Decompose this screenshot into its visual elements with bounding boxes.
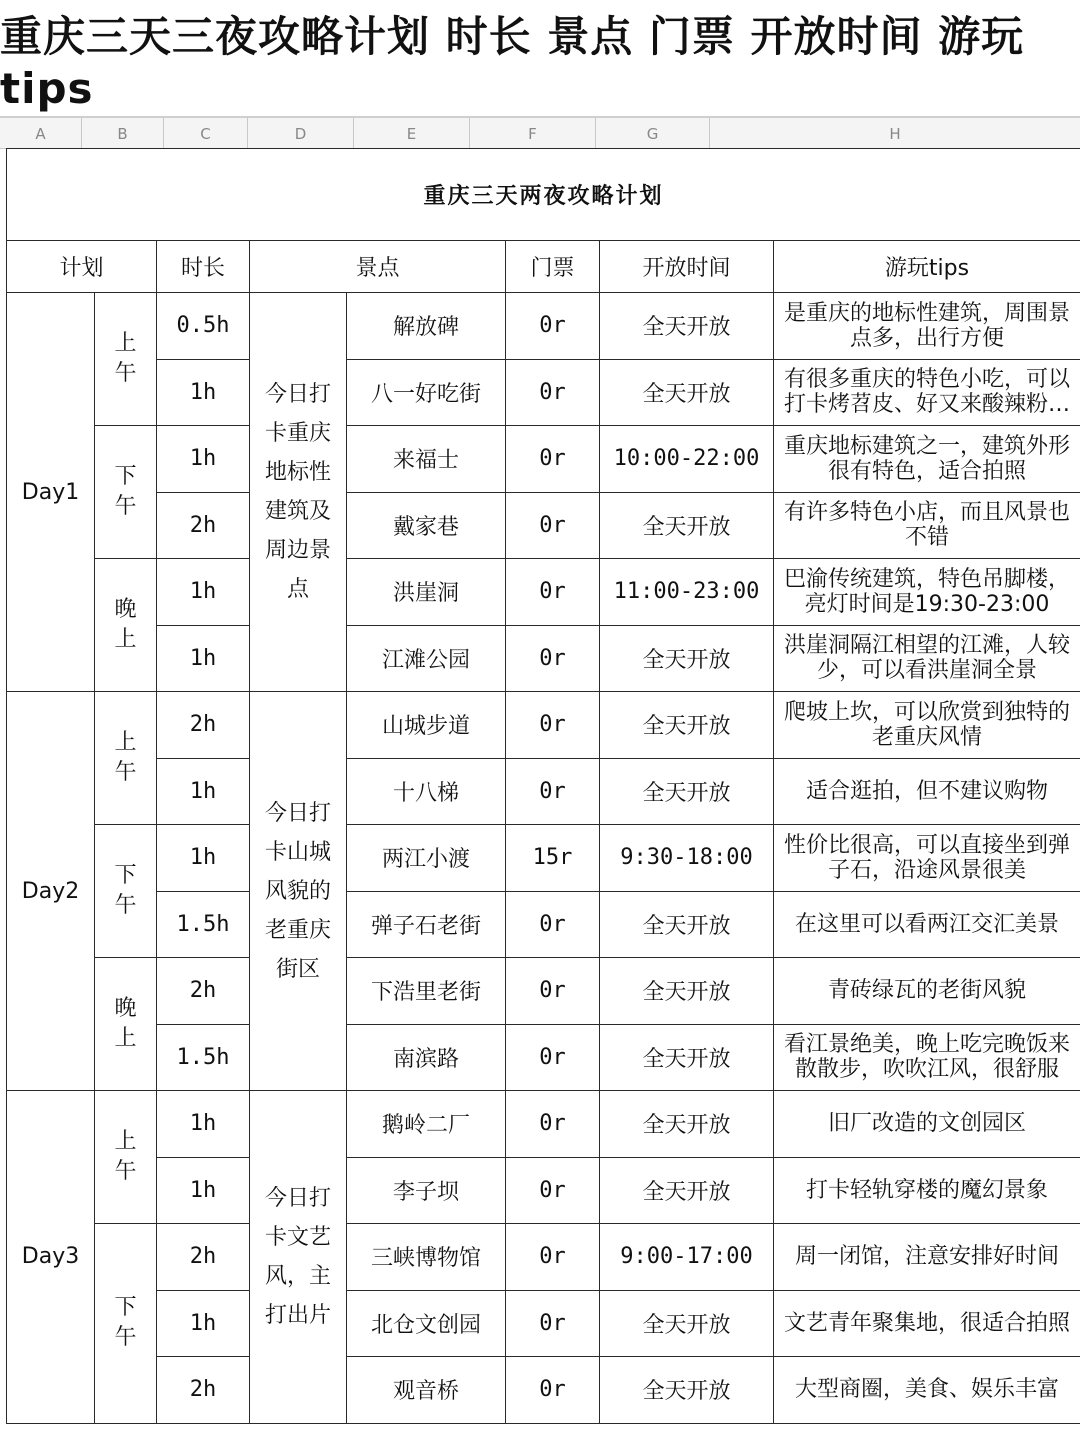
ticket-cell: 0r	[506, 1091, 600, 1158]
tips-cell: 巴渝传统建筑，特色吊脚楼，亮灯时间是19:30-23:00	[774, 559, 1080, 626]
period-label-text: 上午	[114, 730, 137, 785]
spot-cell: 北仓文创园	[347, 1290, 506, 1357]
table-row	[7, 1224, 1080, 1291]
header-spot: 景点	[250, 241, 506, 293]
day-theme-text: 今日打卡文艺风，主打出片	[264, 1185, 331, 1328]
duration-cell: 1h	[157, 758, 250, 825]
day-label: Day3	[7, 1091, 95, 1424]
duration-cell: 2h	[157, 692, 250, 759]
period-label	[95, 293, 157, 426]
duration-cell: 0.5h	[157, 293, 250, 360]
page-bottom	[0, 1430, 1080, 1440]
hours-cell: 全天开放	[600, 492, 774, 559]
spot-cell: 八一好吃街	[347, 359, 506, 426]
spot-cell: 李子坝	[347, 1157, 506, 1224]
duration-cell: 1h	[157, 559, 250, 626]
column-letter-b[interactable]: B	[82, 118, 164, 148]
hours-cell: 全天开放	[600, 891, 774, 958]
column-letter-a[interactable]: A	[0, 118, 82, 148]
day-theme-text: 今日打卡重庆地标性建筑及周边景点	[264, 382, 331, 602]
duration-cell: 1h	[157, 426, 250, 493]
period-label-text: 晚上	[114, 597, 137, 652]
tips-cell: 青砖绿瓦的老街风貌	[774, 958, 1080, 1025]
ticket-cell: 0r	[506, 625, 600, 692]
hours-cell: 9:30-18:00	[600, 825, 774, 892]
spot-cell: 南滨路	[347, 1024, 506, 1091]
column-letter-g[interactable]: G	[596, 118, 710, 148]
spot-cell: 洪崖洞	[347, 559, 506, 626]
period-label-text: 下午	[114, 863, 137, 918]
period-label-text: 上午	[114, 331, 137, 386]
ticket-cell: 0r	[506, 1290, 600, 1357]
ticket-cell: 15r	[506, 825, 600, 892]
column-letter-h[interactable]: H	[889, 125, 901, 143]
tips-cell: 旧厂改造的文创园区	[774, 1091, 1080, 1158]
hours-cell: 9:00-17:00	[600, 1224, 774, 1291]
day-label: Day2	[7, 692, 95, 1091]
header-plan: 计划	[7, 241, 157, 293]
spot-cell: 十八梯	[347, 758, 506, 825]
header-tips: 游玩tips	[774, 241, 1080, 293]
spot-cell: 下浩里老街	[347, 958, 506, 1025]
header-duration: 时长	[157, 241, 250, 293]
spot-cell: 来福士	[347, 426, 506, 493]
hours-cell: 10:00-22:00	[600, 426, 774, 493]
spot-cell: 江滩公园	[347, 625, 506, 692]
header-row	[7, 241, 1080, 293]
spot-cell: 观音桥	[347, 1357, 506, 1424]
table-row	[7, 692, 1080, 759]
column-letter-c[interactable]: C	[164, 118, 248, 148]
period-label	[95, 825, 157, 958]
table-row	[7, 1157, 1080, 1224]
ticket-cell: 0r	[506, 426, 600, 493]
table-row	[7, 891, 1080, 958]
column-letter-d[interactable]: D	[248, 118, 354, 148]
column-letter-f[interactable]: F	[470, 118, 596, 148]
ticket-cell: 0r	[506, 492, 600, 559]
period-label-text: 下午	[114, 1295, 137, 1351]
column-letter-e[interactable]: E	[354, 118, 470, 148]
itinerary-table	[6, 148, 1080, 1424]
ticket-cell: 0r	[506, 1357, 600, 1424]
table-row	[7, 1024, 1080, 1091]
spot-cell: 三峡博物馆	[347, 1224, 506, 1291]
duration-cell: 1h	[157, 1157, 250, 1224]
hours-cell: 全天开放	[600, 958, 774, 1025]
hours-cell: 全天开放	[600, 1024, 774, 1091]
duration-cell: 1.5h	[157, 1024, 250, 1091]
tips-cell: 文艺青年聚集地，很适合拍照	[774, 1290, 1080, 1357]
table-row	[7, 1091, 1080, 1158]
ticket-cell: 0r	[506, 1224, 600, 1291]
tips-cell: 周一闭馆，注意安排好时间	[774, 1224, 1080, 1291]
hours-cell: 全天开放	[600, 1091, 774, 1158]
hours-cell: 全天开放	[600, 1290, 774, 1357]
tips-cell: 有很多重庆的特色小吃，可以打卡烤苕皮、好又来酸辣粉…	[774, 359, 1080, 426]
period-label-text: 上午	[114, 1129, 137, 1184]
period-label	[95, 1091, 157, 1224]
spot-cell: 弹子石老街	[347, 891, 506, 958]
table-row	[7, 559, 1080, 626]
tips-cell: 在这里可以看两江交汇美景	[774, 891, 1080, 958]
duration-cell: 1h	[157, 1290, 250, 1357]
tips-cell: 大型商圈，美食、娱乐丰富	[774, 1357, 1080, 1424]
hours-cell: 全天开放	[600, 625, 774, 692]
table-row	[7, 1357, 1080, 1424]
tips-cell: 爬坡上坎，可以欣赏到独特的老重庆风情	[774, 692, 1080, 759]
hours-cell: 全天开放	[600, 293, 774, 360]
spot-cell: 山城步道	[347, 692, 506, 759]
table-row	[7, 758, 1080, 825]
hours-cell: 全天开放	[600, 359, 774, 426]
spot-cell: 戴家巷	[347, 492, 506, 559]
ticket-cell: 0r	[506, 891, 600, 958]
table-title: 重庆三天两夜攻略计划	[7, 149, 1080, 241]
duration-cell: 2h	[157, 492, 250, 559]
tips-cell: 看江景绝美，晚上吃完晚饭来散散步，吹吹江风，很舒服	[774, 1024, 1080, 1091]
table-row	[7, 1290, 1080, 1357]
duration-cell: 2h	[157, 1357, 250, 1424]
table-row	[7, 492, 1080, 559]
duration-cell: 2h	[157, 958, 250, 1025]
period-label	[95, 1224, 157, 1424]
tips-cell: 打卡轻轨穿楼的魔幻景象	[774, 1157, 1080, 1224]
spot-cell: 鹅岭二厂	[347, 1091, 506, 1158]
hours-cell: 11:00-23:00	[600, 559, 774, 626]
period-label	[95, 559, 157, 692]
period-label	[95, 958, 157, 1091]
tips-cell: 洪崖洞隔江相望的江滩，人较少，可以看洪崖洞全景	[774, 625, 1080, 692]
day-theme	[250, 293, 347, 692]
ticket-cell: 0r	[506, 359, 600, 426]
table-row	[7, 426, 1080, 493]
period-label	[95, 692, 157, 825]
ticket-cell: 0r	[506, 559, 600, 626]
tips-cell: 性价比很高，可以直接坐到弹子石，沿途风景很美	[774, 825, 1080, 892]
table-row	[7, 359, 1080, 426]
day-label: Day1	[7, 293, 95, 692]
day-theme-text: 今日打卡山城风貌的老重庆街区	[264, 800, 331, 982]
ticket-cell: 0r	[506, 758, 600, 825]
table-row	[7, 958, 1080, 1025]
duration-cell: 1h	[157, 1091, 250, 1158]
page-title: 重庆三天三夜攻略计划 时长 景点 门票 开放时间 游玩tips	[0, 11, 1025, 113]
tips-cell: 是重庆的地标性建筑，周围景点多，出行方便	[774, 293, 1080, 360]
header-hours: 开放时间	[600, 241, 774, 293]
ticket-cell: 0r	[506, 1157, 600, 1224]
ticket-cell: 0r	[506, 692, 600, 759]
period-label-text: 下午	[114, 464, 137, 519]
period-label-text: 晚上	[114, 996, 137, 1051]
tips-cell: 适合逛拍，但不建议购物	[774, 758, 1080, 825]
hours-cell: 全天开放	[600, 758, 774, 825]
hours-cell: 全天开放	[600, 692, 774, 759]
ticket-cell: 0r	[506, 1024, 600, 1091]
day-theme	[250, 1091, 347, 1424]
duration-cell: 1h	[157, 825, 250, 892]
spot-cell: 两江小渡	[347, 825, 506, 892]
table-row	[7, 293, 1080, 360]
spot-cell: 解放碑	[347, 293, 506, 360]
duration-cell: 1.5h	[157, 891, 250, 958]
period-label	[95, 426, 157, 559]
hours-cell: 全天开放	[600, 1357, 774, 1424]
table-row	[7, 825, 1080, 892]
tips-cell: 重庆地标建筑之一，建筑外形很有特色，适合拍照	[774, 426, 1080, 493]
duration-cell: 1h	[157, 359, 250, 426]
table-row	[7, 625, 1080, 692]
duration-cell: 2h	[157, 1224, 250, 1291]
ticket-cell: 0r	[506, 958, 600, 1025]
duration-cell: 1h	[157, 625, 250, 692]
header-ticket: 门票	[506, 241, 600, 293]
tips-cell: 有许多特色小店，而且风景也不错	[774, 492, 1080, 559]
spreadsheet-column-header	[0, 118, 1080, 149]
day-theme	[250, 692, 347, 1091]
ticket-cell: 0r	[506, 293, 600, 360]
hours-cell: 全天开放	[600, 1157, 774, 1224]
